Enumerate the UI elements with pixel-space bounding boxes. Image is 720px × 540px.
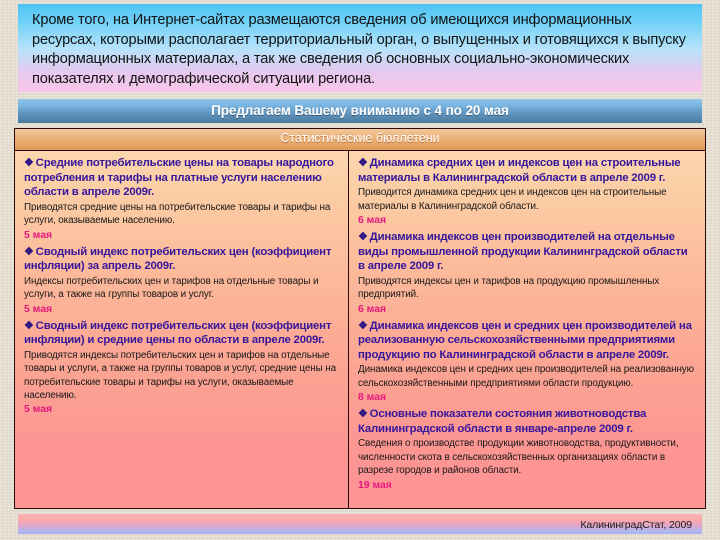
bulletin-release-date: 5 мая (24, 303, 53, 315)
diamond-bullet-icon: ❖ (358, 408, 368, 421)
bulletin-title[interactable] (358, 407, 696, 436)
bulletin-release-date: 6 мая (358, 303, 387, 315)
bulletin-title[interactable] (358, 319, 696, 363)
bulletin-entry (358, 319, 696, 406)
footer-bar (18, 514, 702, 534)
bulletin-description: Приводятся индексы потребительских цен и тарифов на отдельные товары и услуги, а также на группы товаров и услуг, средние цены на потребительские товары и тарифы на услуги, оказываемые населению. (24, 349, 336, 401)
diamond-bullet-icon: ❖ (24, 319, 34, 332)
bulletin-entry (24, 156, 340, 243)
bulletin-title[interactable] (358, 156, 696, 185)
bulletin-release-date: 8 мая (358, 392, 387, 404)
bulletin-entry (358, 156, 696, 228)
bulletins-table (14, 150, 706, 509)
bulletin-title[interactable] (24, 156, 340, 200)
bulletin-release-date: 19 мая (358, 479, 392, 491)
diamond-bullet-icon: ❖ (358, 319, 368, 332)
bulletin-title[interactable] (24, 319, 340, 348)
bulletin-description: Динамика индексов цен и средних цен производителей на реализованную сельскохозяйственными предприятиями области продукцию. (358, 364, 694, 389)
diamond-bullet-icon: ❖ (358, 157, 368, 169)
bulletin-description: Приводятся индексы цен и тарифов на продукцию промышленных предприятий. (358, 275, 660, 301)
bulletin-release-date: 5 мая (24, 229, 53, 241)
bulletin-entry (358, 230, 696, 317)
bulletin-title-text: Динамика средних цен и индексов цен на строительные материалы в Калининградской области в апреле 2009 г. (358, 157, 681, 184)
intro-banner (18, 4, 702, 92)
bulletin-title[interactable] (358, 230, 696, 274)
diamond-bullet-icon: ❖ (24, 245, 34, 258)
diamond-bullet-icon: ❖ (358, 231, 368, 243)
bulletin-release-date: 5 мая (24, 404, 53, 416)
bulletin-title-text: Средние потребительские цены на товары народного потребления и тарифы на платные услуги населению области в апреле 2009г. (24, 157, 334, 199)
bulletin-description: Сведения о производстве продукции животноводства, продуктивности, численности скота в сельскохозяйственных организациях области в разрезе городов и районов области. (358, 438, 679, 477)
bulletin-title-text: Сводный индекс потребительских цен (коэффициент инфляции) за апрель 2009г. (24, 245, 332, 273)
announcement-title-bar: Предлагаем Вашему вниманию с 4 по 20 мая (18, 99, 702, 123)
bulletin-description: Приводится динамика средних цен и индексов цен на строительные материалы в Калининградской области. (358, 187, 667, 212)
bulletins-column-left (15, 151, 349, 508)
footer-credit: КалининградСтат, 2009 (580, 519, 692, 531)
bulletin-entry (358, 407, 696, 492)
intro-paragraph: Кроме того, на Интернет-сайтах размещаются сведения об имеющихся информационных ресурсах, которыми располагает территориальный орган, о выпущенных и готовящихся к выпуску информационных материалах, а так же сведения об основных социально-экономических показателях и демографической ситуации региона. (32, 12, 686, 87)
bulletins-column-right (349, 151, 704, 508)
bulletin-title-text: Основные показатели состояния животноводства Калининградской области в январе-апреле 2009 г. (358, 408, 647, 435)
section-header-bar: Статистические бюллетени (14, 128, 706, 150)
bulletin-entry (24, 319, 340, 418)
bulletin-description: Приводятся средние цены на потребительские товары и тарифы на услуги, оказываемые населению. (24, 201, 331, 227)
bulletin-title-text: Динамика индексов цен и средних цен производителей на реализованную сельскохозяйственными предприятиями продукцию по Калининградской области в апреле 2009г. (358, 319, 692, 361)
diamond-bullet-icon: ❖ (24, 157, 34, 169)
bulletin-title[interactable] (24, 245, 340, 274)
bulletin-release-date: 6 мая (358, 215, 387, 226)
bulletin-entry (24, 245, 340, 317)
bulletin-description: Индексы потребительских цен и тарифов на отдельные товары и услуги, а также на группы товаров и услуг. (24, 275, 319, 301)
bulletin-title-text: Сводный индекс потребительских цен (коэффициент инфляции) и средние цены по области в апреле 2009г. (24, 319, 332, 347)
bulletin-title-text: Динамика индексов цен производителей на отдельные виды промышленной продукции Калининградской области в апреле 2009 г. (358, 231, 688, 273)
